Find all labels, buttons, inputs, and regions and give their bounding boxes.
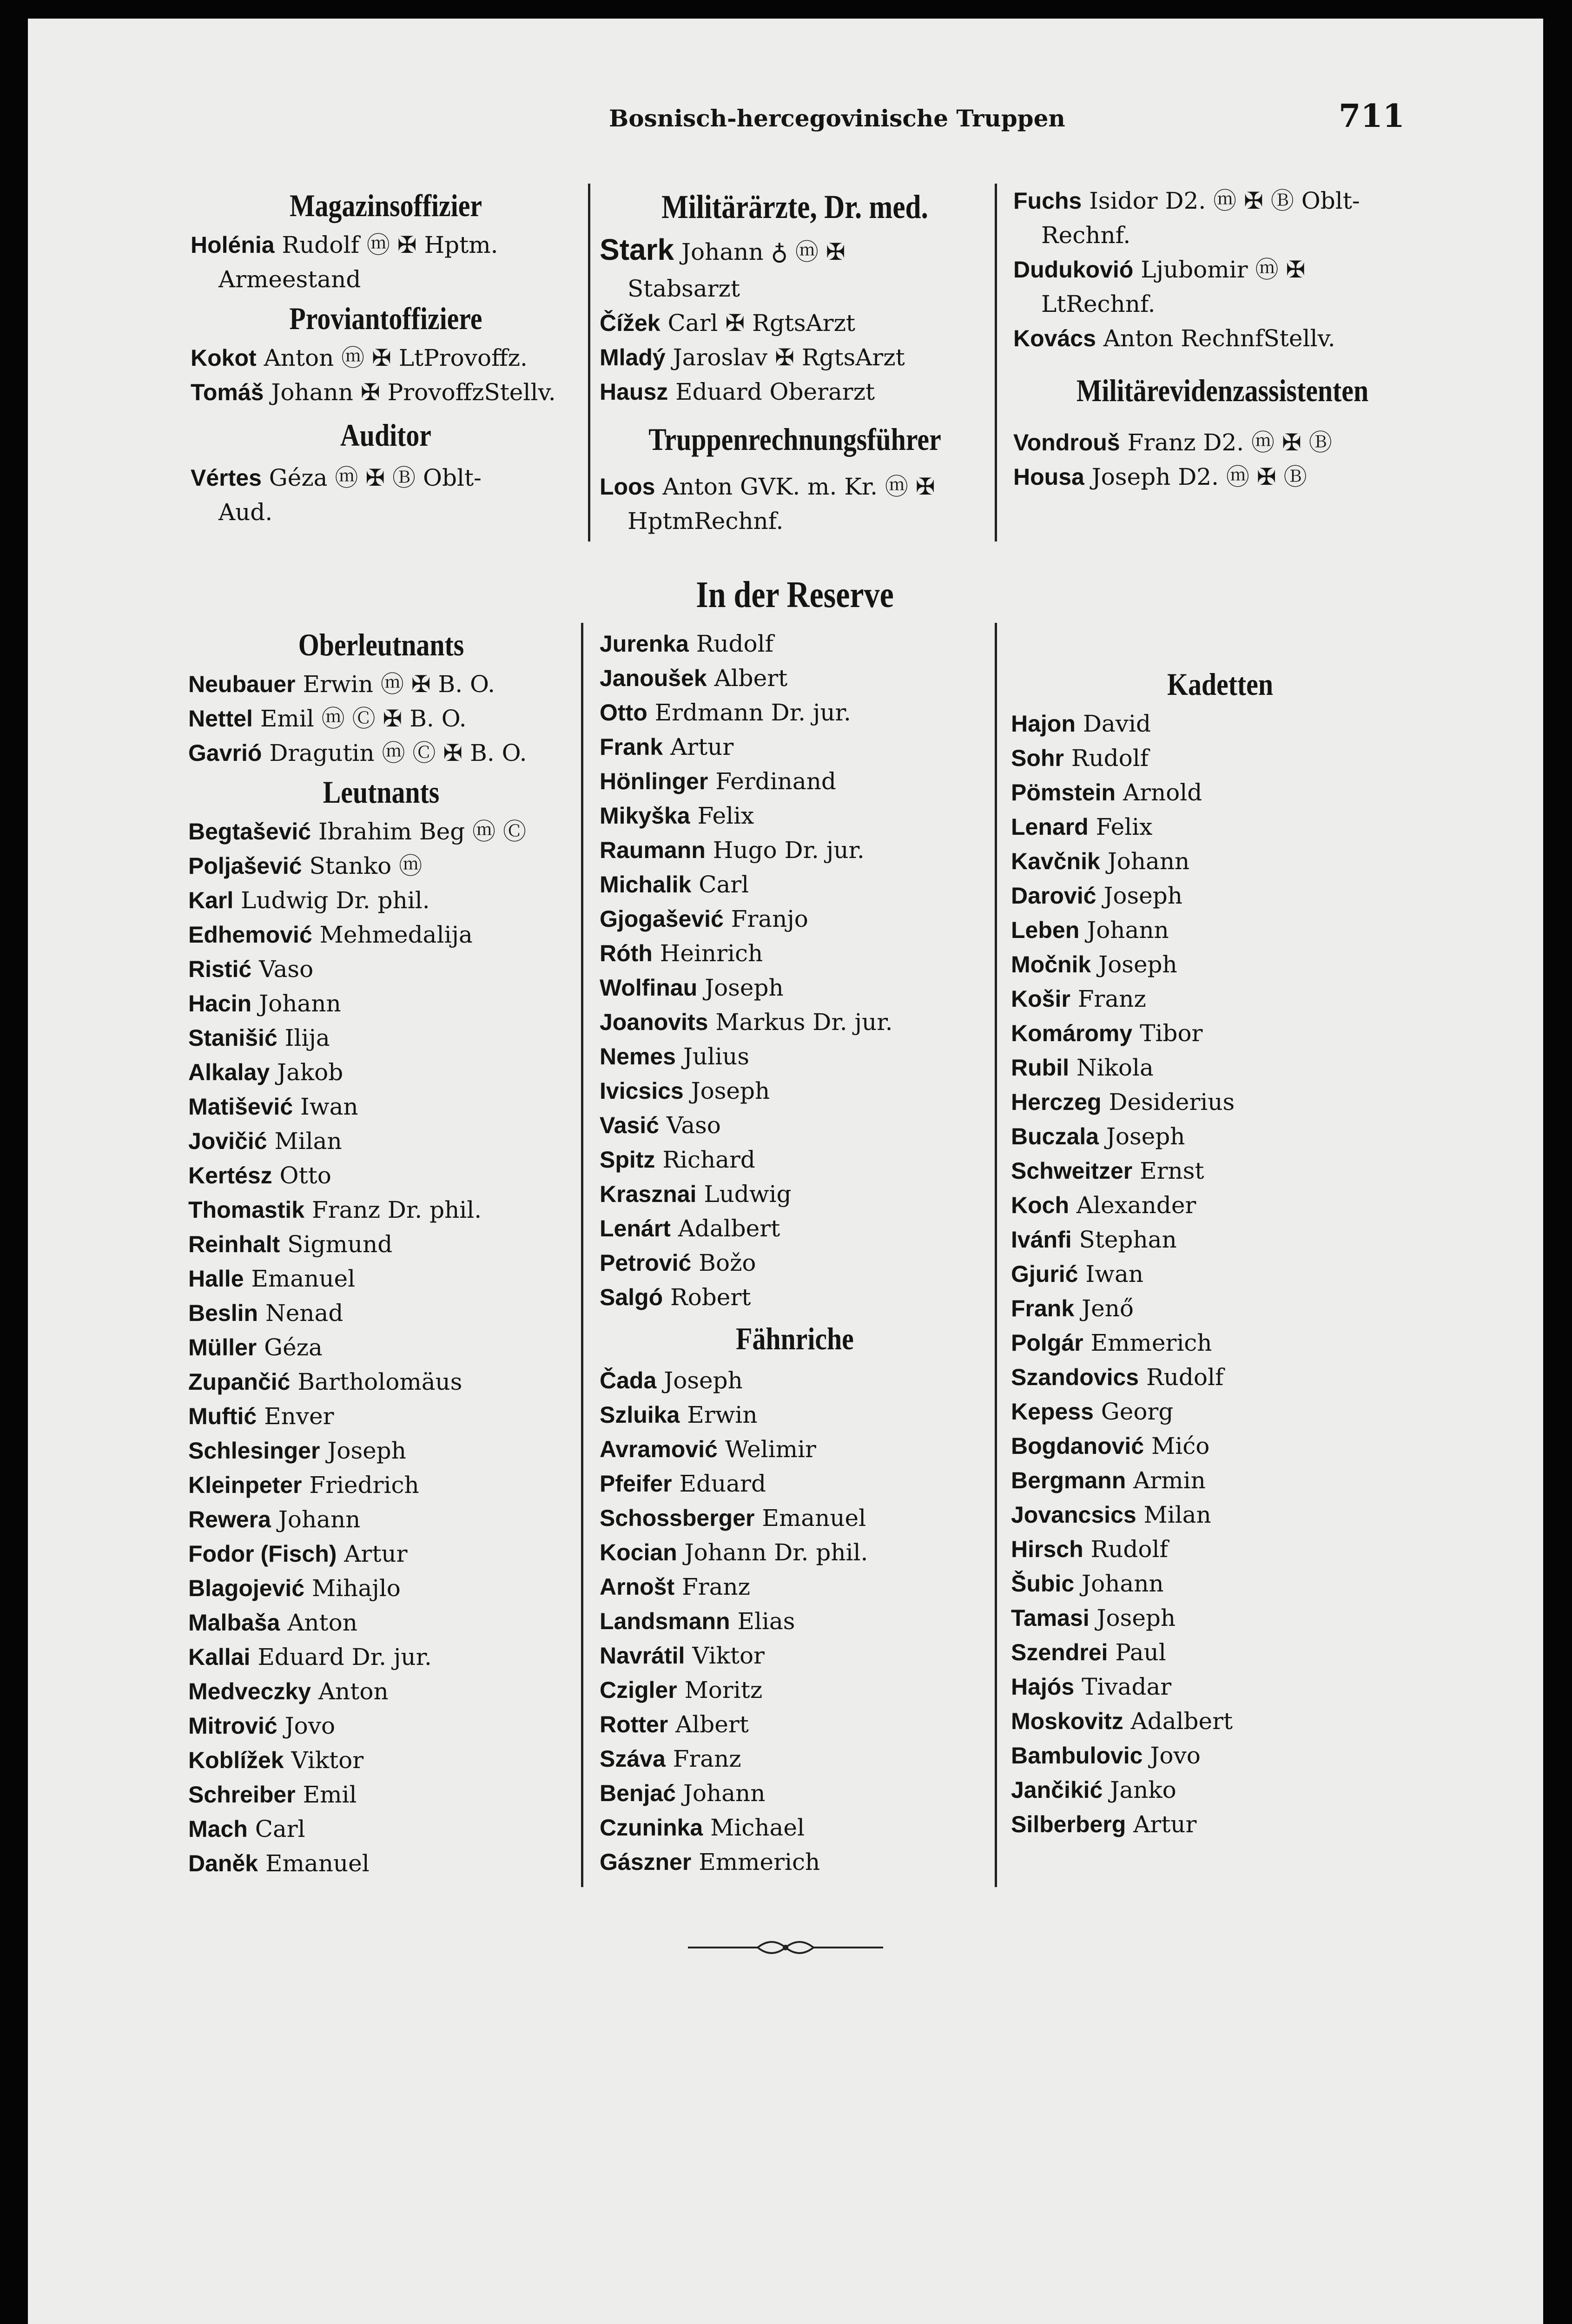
bottom-right-column — [1011, 662, 1429, 1842]
list-entry: Karl Ludwig Dr. phil. — [188, 887, 430, 914]
list-entry: Alkalay Jakob — [188, 1059, 343, 1086]
bottom-middle-column — [600, 627, 990, 1879]
list-entry: Jovancsics Milan — [1011, 1501, 1211, 1528]
entry: Čížek Carl ✠ RgtsArzt — [600, 310, 856, 337]
list-entry: Reinhalt Sigmund — [188, 1231, 393, 1258]
list-entry: Tamasi Joseph — [1011, 1604, 1176, 1631]
list-entry: Čada Joseph — [600, 1367, 743, 1394]
section-title-evidenz: Militärevidenzassistenten — [1076, 373, 1369, 408]
list-entry: Zupančić Bartholomäus — [188, 1368, 462, 1395]
section-title-kadetten: Kadetten — [1167, 667, 1273, 702]
list-entry: Rotter Albert — [600, 1711, 749, 1738]
entry: Kokot Anton ⓜ ✠ LtProvoffz. — [191, 344, 528, 371]
entry: Tomáš Johann ✠ ProvoffzStellv. — [191, 379, 556, 406]
entry: Mladý Jaroslav ✠ RgtsArzt — [600, 344, 905, 371]
list-entry: Košir Franz — [1011, 985, 1146, 1012]
list-entry: Ivánfi Stephan — [1011, 1226, 1177, 1253]
list-entry: Kavčnik Johann — [1011, 848, 1190, 875]
list-entry: Czigler Moritz — [600, 1677, 763, 1703]
list-entry: Szluika Erwin — [600, 1401, 758, 1428]
list-entry: Pömstein Arnold — [1011, 779, 1202, 806]
list-entry: Kertész Otto — [188, 1162, 331, 1189]
list-entry: Hacin Johann — [188, 990, 341, 1017]
section-title-truppenrechnungsfuehrer: Truppenrechnungsführer — [648, 422, 941, 457]
section-title-faehnriche: Fähnriche — [736, 1321, 854, 1356]
entry: Kovács Anton RechnfStellv. — [1013, 325, 1335, 352]
list-entry: Lenard Felix — [1011, 813, 1153, 840]
column-rule — [995, 184, 997, 541]
list-entry: Kocian Johann Dr. phil. — [600, 1539, 868, 1566]
list-entry: Gavrió Dragutin ⓜ Ⓒ ✠ B. O. — [188, 739, 527, 766]
list-entry: Silberberg Artur — [1011, 1811, 1197, 1838]
list-entry: Gjurić Iwan — [1011, 1261, 1143, 1287]
list-entry: Kallai Eduard Dr. jur. — [188, 1644, 432, 1670]
page — [28, 19, 1543, 2324]
section-title-auditor: Auditor — [340, 417, 431, 453]
list-entry: Stanišić Ilija — [188, 1024, 330, 1051]
entry: Loos Anton GVK. m. Kr. ⓜ ✠ — [600, 473, 935, 500]
list-entry: Neubauer Erwin ⓜ ✠ B. O. — [188, 671, 495, 698]
list-entry: Poljašević Stanko ⓜ — [188, 852, 423, 879]
list-entry: Raumann Hugo Dr. jur. — [600, 837, 865, 864]
list-entry: Szendrei Paul — [1011, 1639, 1166, 1666]
entry: Fuchs Isidor D2. ⓜ ✠ Ⓑ Oblt- — [1013, 187, 1360, 214]
kadetten-list — [1011, 706, 1429, 1842]
list-entry: Nettel Emil ⓜ Ⓒ ✠ B. O. — [188, 705, 467, 732]
leutnants-list — [188, 814, 574, 1881]
list-entry: Schlesinger Joseph — [188, 1437, 406, 1464]
list-entry: Mikyška Felix — [600, 802, 754, 829]
section-title-proviant: Proviantoffiziere — [289, 301, 482, 336]
list-entry: Polgár Emmerich — [1011, 1329, 1212, 1356]
list-entry: Thomastik Franz Dr. phil. — [188, 1196, 482, 1223]
list-entry: Ristić Vaso — [188, 956, 314, 983]
list-entry: Hirsch Rudolf — [1011, 1536, 1168, 1563]
entry: Housa Joseph D2. ⓜ ✠ Ⓑ — [1013, 463, 1307, 490]
list-entry: Hajós Tivadar — [1011, 1673, 1172, 1700]
list-entry: Spitz Richard — [600, 1146, 755, 1173]
list-entry: Lenárt Adalbert — [600, 1215, 780, 1242]
ornament-divider — [688, 1938, 883, 1957]
list-entry: Szandovics Rudolf — [1011, 1364, 1224, 1391]
list-entry: Nemes Julius — [600, 1043, 749, 1070]
top-middle-column — [600, 184, 990, 538]
list-entry: Malbaša Anton — [188, 1609, 357, 1636]
list-entry: Benjać Johann — [600, 1780, 766, 1807]
list-entry: Krasznai Ludwig — [600, 1181, 792, 1208]
list-entry: Sohr Rudolf — [1011, 745, 1149, 772]
list-entry: Halle Emanuel — [188, 1265, 356, 1292]
list-entry: Schreiber Emil — [188, 1781, 357, 1808]
list-entry: Jančikić Janko — [1011, 1776, 1176, 1803]
section-title-oberleutnants: Oberleutnants — [298, 627, 464, 662]
list-entry: Herczeg Desiderius — [1011, 1089, 1235, 1116]
section-title-reserve: In der Reserve — [696, 574, 894, 615]
entry: Hausz Eduard Oberarzt — [600, 378, 875, 405]
list-entry: Róth Heinrich — [600, 940, 763, 967]
list-entry: Šubic Johann — [1011, 1570, 1164, 1597]
list-entry: Mach Carl — [188, 1816, 305, 1842]
list-entry: Komáromy Tibor — [1011, 1020, 1203, 1047]
list-entry: Hönlinger Ferdinand — [600, 768, 836, 795]
list-entry: Darović Joseph — [1011, 882, 1182, 909]
list-entry: Pfeifer Eduard — [600, 1470, 766, 1497]
list-entry: Michalik Carl — [600, 871, 749, 898]
list-entry: Arnošt Franz — [600, 1573, 750, 1600]
list-entry: Joanovits Markus Dr. jur. — [600, 1009, 893, 1036]
list-entry: Blagojević Mihajlo — [188, 1575, 401, 1602]
list-entry: Daněk Emanuel — [188, 1850, 370, 1877]
entry-continued: Aud. — [218, 499, 273, 526]
list-entry: Landsmann Elias — [600, 1608, 795, 1635]
entry: Vértes Géza ⓜ ✠ Ⓑ Oblt- — [191, 464, 482, 491]
top-left-column — [191, 184, 581, 529]
running-header: Bosnisch-hercegovinische Truppen — [609, 105, 1065, 132]
list-entry: Vasić Vaso — [600, 1112, 721, 1139]
section-title-militaeraerzte: Militärärzte, Dr. med. — [661, 188, 928, 225]
section-title-leutnants: Leutnants — [323, 774, 440, 810]
list-entry: Moskovitz Adalbert — [1011, 1708, 1233, 1735]
section-title-magazin: Magazinsoffizier — [289, 188, 482, 223]
list-entry: Močnik Joseph — [1011, 951, 1177, 978]
list-entry: Wolfinau Joseph — [600, 974, 784, 1001]
list-entry: Gjogašević Franjo — [600, 905, 808, 932]
list-entry: Bergmann Armin — [1011, 1467, 1206, 1494]
column-rule — [588, 184, 590, 541]
list-entry: Kepess Georg — [1011, 1398, 1174, 1425]
bottom-left-column — [188, 623, 574, 1881]
list-entry: Koch Alexander — [1011, 1192, 1196, 1219]
list-entry: Jovičić Milan — [188, 1128, 342, 1155]
list-entry: Gászner Emmerich — [600, 1849, 820, 1875]
list-entry: Mitrović Jovo — [188, 1712, 336, 1739]
page-number: 711 — [1339, 98, 1405, 135]
oberleutnants-list — [188, 667, 574, 770]
list-entry: Leben Johann — [1011, 917, 1169, 944]
list-entry: Száva Franz — [600, 1745, 741, 1772]
entry-continued: LtRechnf. — [1041, 290, 1156, 317]
column-rule — [995, 623, 997, 1887]
list-entry: Jurenka Rudolf — [600, 630, 774, 657]
column-rule — [581, 623, 583, 1887]
faehnriche-list — [600, 1363, 990, 1879]
list-entry: Schossberger Emanuel — [600, 1505, 866, 1532]
list-entry: Frank Jenő — [1011, 1295, 1134, 1322]
list-entry: Janoušek Albert — [600, 665, 788, 692]
entry: Dudukovió Ljubomir ⓜ ✠ — [1013, 256, 1306, 283]
list-entry: Avramović Welimir — [600, 1436, 816, 1463]
list-entry: Müller Géza — [188, 1334, 323, 1361]
reserve-list — [600, 627, 990, 1314]
list-entry: Frank Artur — [600, 733, 734, 760]
list-entry: Hajon David — [1011, 710, 1151, 737]
top-right-column — [1013, 184, 1432, 494]
list-entry: Bambulovic Jovo — [1011, 1742, 1201, 1769]
list-entry: Muftić Enver — [188, 1403, 334, 1430]
entry-continued: Rechnf. — [1041, 222, 1131, 249]
list-entry: Medveczky Anton — [188, 1678, 389, 1705]
entry: Vondrouš Franz D2. ⓜ ✠ Ⓑ — [1013, 429, 1332, 456]
list-entry: Begtašević Ibrahim Beg ⓜ Ⓒ — [188, 818, 527, 845]
list-entry: Fodor (Fisch) Artur — [188, 1540, 408, 1567]
entry: Stark Johann ♁ ⓜ ✠ — [600, 233, 845, 266]
list-entry: Rubil Nikola — [1011, 1054, 1154, 1081]
entry-continued: Armeestand — [218, 266, 361, 293]
list-entry: Buczala Joseph — [1011, 1123, 1185, 1150]
list-entry: Petrović Božo — [600, 1249, 756, 1276]
list-entry: Edhemović Mehmedalija — [188, 921, 473, 948]
list-entry: Koblížek Viktor — [188, 1747, 364, 1774]
list-entry: Kleinpeter Friedrich — [188, 1472, 419, 1499]
list-entry: Rewera Johann — [188, 1506, 361, 1533]
list-entry: Otto Erdmann Dr. jur. — [600, 699, 851, 726]
list-entry: Salgó Robert — [600, 1284, 751, 1311]
list-entry: Schweitzer Ernst — [1011, 1157, 1204, 1184]
list-entry: Czuninka Michael — [600, 1814, 805, 1841]
list-entry: Beslin Nenad — [188, 1300, 343, 1327]
list-entry: Ivicsics Joseph — [600, 1077, 770, 1104]
list-entry: Bogdanović Mićo — [1011, 1433, 1210, 1459]
list-entry: Matišević Iwan — [188, 1093, 358, 1120]
entry-continued: HptmRechnf. — [627, 508, 784, 535]
list-entry: Navrátil Viktor — [600, 1642, 765, 1669]
entry-continued: Stabsarzt — [627, 275, 740, 302]
entry: Holénia Rudolf ⓜ ✠ Hptm. — [191, 231, 498, 258]
